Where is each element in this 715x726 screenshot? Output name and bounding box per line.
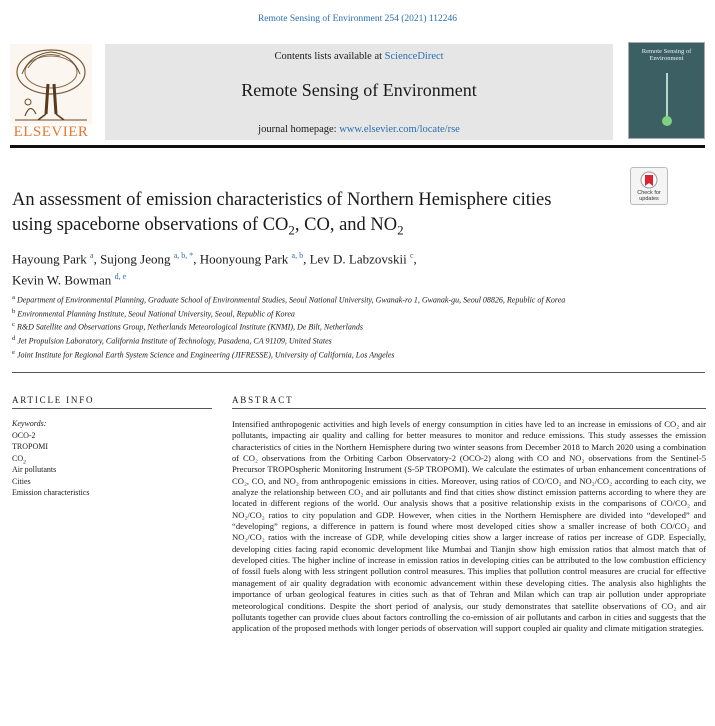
author-separator: , — [413, 251, 417, 267]
author-affiliation-marker[interactable]: c — [409, 251, 414, 260]
title-line-2-mid: , CO, and NO — [294, 215, 398, 235]
affiliation-marker: b — [12, 307, 16, 315]
article-info-heading: ARTICLE INFO — [12, 395, 95, 405]
abstract-rule — [232, 408, 706, 409]
title-line-1: An assessment of emission characteristics of Northern Hemisphere cities — [12, 190, 552, 210]
title-no2-subscript: 2 — [397, 222, 404, 238]
affiliation-item — [12, 333, 612, 347]
affiliation-text: Joint Institute for Regional Earth System Science and Engineering (JIFRESSE), University of California, Los Angeles — [14, 350, 395, 360]
check-for-updates-icon — [640, 171, 658, 191]
author-name[interactable]: Kevin W. Bowman — [12, 272, 112, 288]
affiliation-marker: d — [12, 334, 16, 342]
affiliation-text: R&D Satellite and Observations Group, Netherlands Meteorological Institute (KNMI), De Bilt, Netherlands — [14, 322, 363, 332]
homepage-prefix: journal homepage: — [258, 124, 340, 135]
check-for-updates-label: Check for updates — [637, 190, 661, 202]
journal-masthead — [105, 44, 613, 140]
keywords-label: Keywords: — [12, 419, 47, 428]
author-name[interactable]: Sujong Jeong — [100, 251, 171, 267]
publisher-name: ELSEVIER — [13, 124, 89, 140]
author-name[interactable]: Hayoung Park — [12, 251, 87, 267]
journal-title: Remote Sensing of Environment — [241, 80, 477, 100]
abstract-heading: ABSTRACT — [232, 395, 294, 405]
keyword-item[interactable]: Air pollutants — [12, 465, 57, 474]
affiliation-marker: a — [12, 294, 15, 301]
abstract-text: Intensified anthropogenic activities and high levels of energy consumption in cities have led to an increase in emissions of CO₂ and air pollutants, impacting air quality and calling for better measures to monitor and reduce emissions. This study assesses the emission characteristics of cities in the Northern Hemisphere during two winter seasons from December 2018 to March 2020 using a combination of CO₂ observations from the Orbiting Carbon Observatory-2 (OCO-2) along with CO and NO₂ observations from the Sentinel-5 Precursor TROPOspheric Monitoring Instrument (S-5P TROPOMI). We calculate the estimates of urban enhancement concentrations of CO₂, CO, and NO₂ from anthropogenic emissions in cities. Moreover, using ratios of CO/CO₂ and NO₂/CO₂ according to each city, we analyze the relationship between CO₂ and air pollutants and find that cities show distinct emission patterns according to where they are located in different regions of the world. Our analysis shows that a positive relationship exists in the comparisons of CO/CO₂ and NO₂/CO₂ ratios to city population and GDP. However, when cities in the Northern Hemisphere are divided into “developed” and “developing” regions, a difference in pattern is found where most developed cities show a smaller increase of both CO/CO₂ and NO₂/CO₂ ratios with the increase of GDP, while developing cities show a larger increase of ratios per increase of GDP. Especially, developing cities facing rapid economic development like Mumbai and Tianjin show high emission ratios that almost match that of developed cities. The higher incline of increase in emission ratios in developing cities can be attributed to the low combustion efficiency of fossil fuels along with less stringent pollution control measures. This implies that pollution control measures are crucial for effective management of air quality degradation with economic advancement within these developing cities. The analysis also highlights the importance of urban geological features in cities such as that of Tehran and Milan which can trap air pollution under appropriate meteorological conditions. Despite the short period of analysis, our study demonstrates that satellite observations of CO₂ and air pollutants together can provide clues about factors controlling the co-emission of air pollutants and carbon in cities and suggests that the application of the proposed methods with longer periods of observation will support coupled air quality and climate mitigation strategies. — [232, 419, 706, 634]
affiliation-item — [12, 319, 612, 333]
keyword-item[interactable]: Emission characteristics — [12, 488, 90, 497]
keywords-block — [12, 418, 212, 499]
header-rule — [10, 145, 705, 148]
keyword-item[interactable]: Cities — [12, 476, 31, 486]
keyword-item[interactable]: $CO_2$ — [12, 453, 26, 466]
author-affiliation-marker[interactable]: a, b — [291, 251, 304, 260]
author-name[interactable]: Lev D. Labzovskii — [309, 251, 407, 267]
contents-line — [105, 51, 613, 62]
author-affiliation-marker[interactable]: a, b, * — [173, 251, 194, 260]
author-name[interactable]: Hoonyoung Park — [199, 251, 289, 267]
affiliation-marker: c — [12, 321, 15, 329]
contents-prefix: Contents lists available at — [274, 51, 385, 62]
affiliation-item — [12, 292, 612, 306]
affiliation-text: Environmental Planning Institute, Seoul National University, Seoul, Republic of Korea — [15, 309, 295, 319]
affiliation-list — [12, 292, 612, 360]
keyword-item[interactable]: TROPOMI — [12, 442, 49, 451]
cover-title: Remote Sensing of Environment — [641, 48, 692, 62]
check-for-updates-button[interactable] — [630, 167, 668, 205]
journal-homepage-link[interactable]: www.elsevier.com/locate/rse — [339, 124, 460, 135]
affiliation-text: Jet Propulsion Laboratory, California Institute of Technology, Pasadena, CA 91109, United States — [15, 336, 332, 346]
citation-link[interactable]: Remote Sensing of Environment 254 (2021) 112246 — [257, 14, 458, 24]
title-line-2-prefix: using spaceborne observations of CO — [12, 215, 289, 235]
title-co2-subscript: 2 — [288, 222, 295, 238]
author-separator: , — [93, 251, 101, 267]
affiliation-item — [12, 306, 612, 320]
article-info-rule — [12, 408, 212, 409]
keyword-item[interactable]: OCO-2 — [12, 430, 36, 440]
author-separator: , — [193, 251, 200, 267]
sciencedirect-link[interactable]: ScienceDirect — [384, 51, 444, 62]
affiliation-item — [12, 347, 612, 361]
cover-art-icon — [657, 73, 677, 133]
affiliation-marker: e — [12, 348, 15, 356]
author-affiliation-marker[interactable]: d, e — [114, 272, 127, 282]
section-divider — [12, 372, 705, 373]
homepage-line — [105, 124, 613, 135]
journal-cover-image-icon[interactable] — [628, 42, 705, 139]
author-separator: , — [303, 251, 310, 267]
author-affiliation-marker[interactable]: a — [90, 251, 94, 260]
author-list — [12, 247, 612, 290]
article-title — [12, 188, 612, 238]
affiliation-text: Department of Environmental Planning, Graduate School of Environmental Studies, Seoul National University, Gwanak-ro 1, Gwanak-gu, Seoul 08826, Republic of Korea — [14, 295, 566, 305]
